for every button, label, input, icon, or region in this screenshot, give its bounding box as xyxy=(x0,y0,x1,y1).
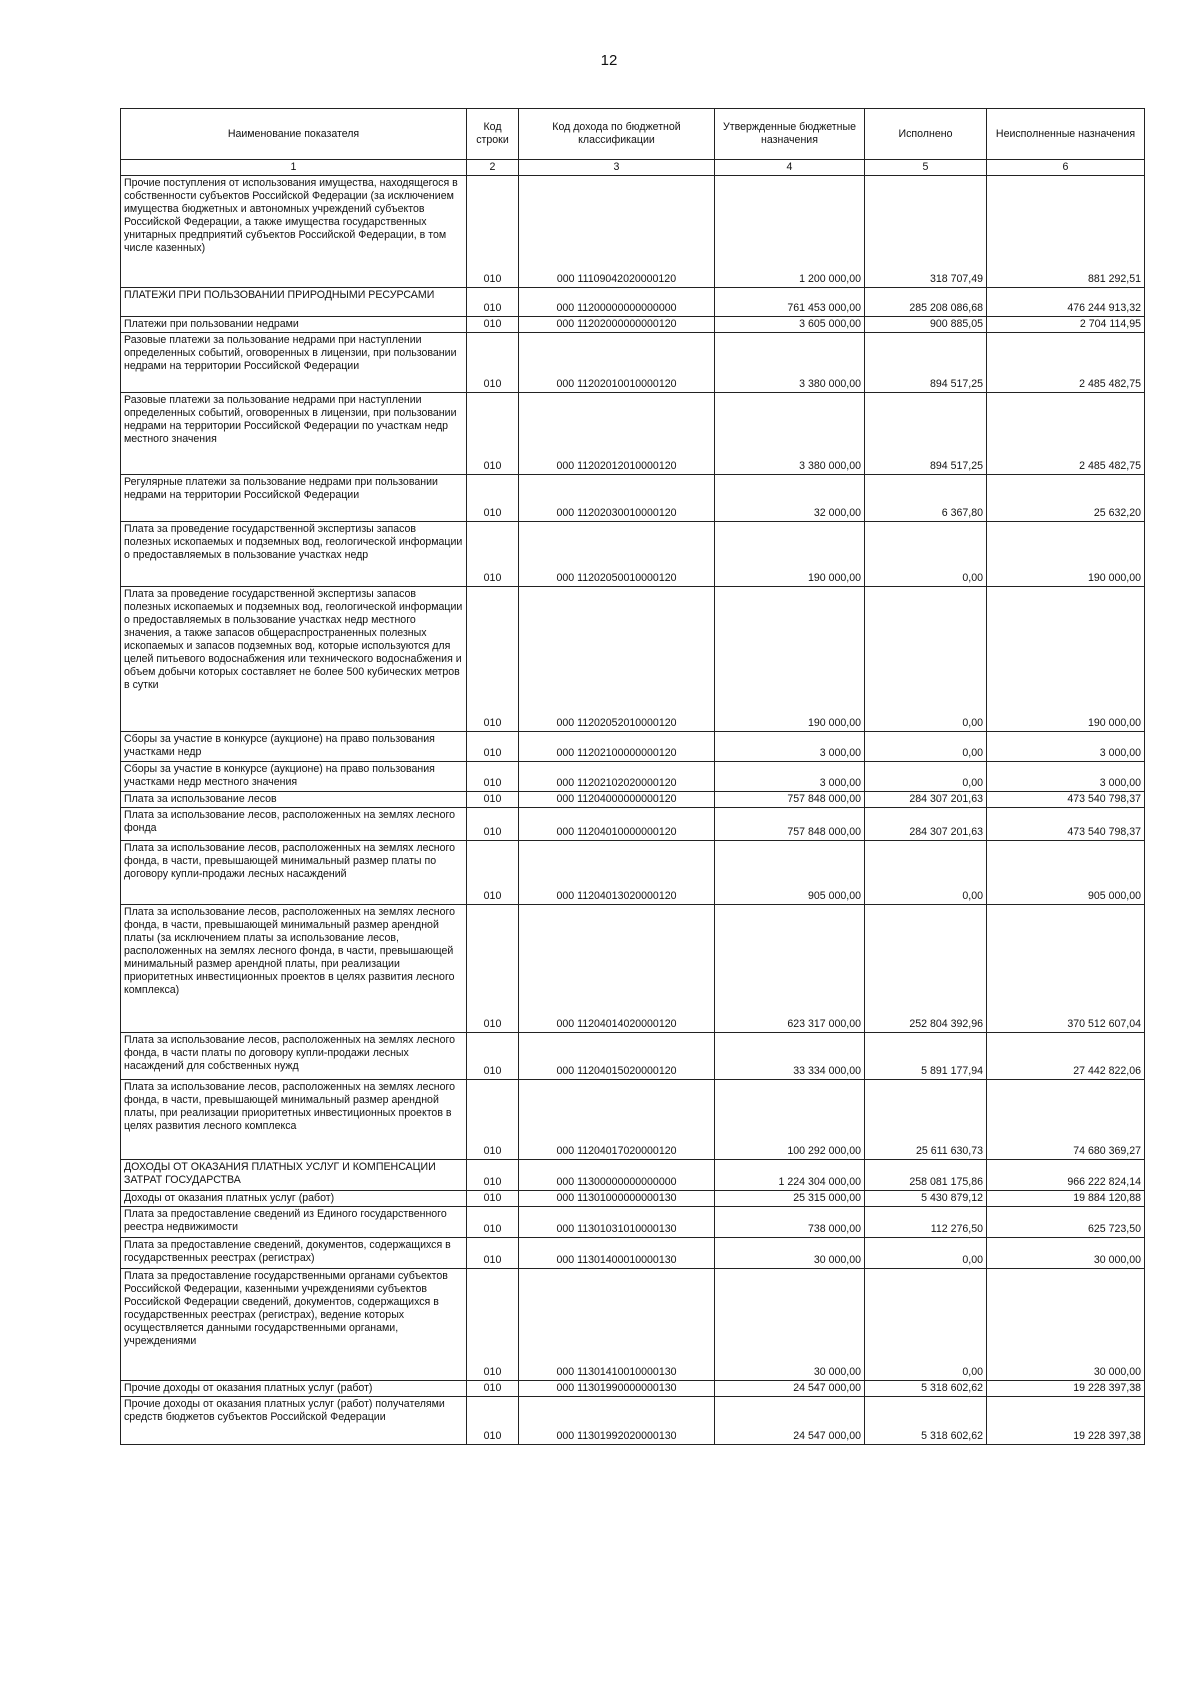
indicator-name: Плата за использование лесов, расположенных на землях лесного фонда, в части, превышающей минимальный размер арендной платы (за исключением платы за использование лесов, расположенных на землях лесного фонда, в части, превышающей минимальный размер арендной платы, при реализации приоритетных инвестиционных проектов в целях развития лесного комплекса) xyxy=(121,905,467,1033)
line-code: 010 xyxy=(467,762,519,792)
column-number-row xyxy=(121,160,1145,176)
budget-code: 000 11204000000000120 xyxy=(519,792,715,808)
budget-code: 000 11204015020000120 xyxy=(519,1033,715,1080)
approved-value: 3 380 000,00 xyxy=(715,333,865,393)
executed-value: 894 517,25 xyxy=(865,393,987,475)
budget-code: 000 11202030010000120 xyxy=(519,475,715,522)
line-code: 010 xyxy=(467,841,519,905)
executed-value: 0,00 xyxy=(865,841,987,905)
indicator-name: Плата за предоставление сведений из Единого государственного реестра недвижимости xyxy=(121,1207,467,1238)
indicator-name: Платежи при пользовании недрами xyxy=(121,317,467,333)
approved-value: 1 200 000,00 xyxy=(715,176,865,288)
unexecuted-value: 476 244 913,32 xyxy=(987,288,1145,317)
approved-value: 623 317 000,00 xyxy=(715,905,865,1033)
line-code: 010 xyxy=(467,333,519,393)
budget-code: 000 11204014020000120 xyxy=(519,905,715,1033)
unexecuted-value: 74 680 369,27 xyxy=(987,1080,1145,1160)
unexecuted-value: 2 485 482,75 xyxy=(987,393,1145,475)
table-row xyxy=(121,176,1145,288)
indicator-name: Разовые платежи за пользование недрами при наступлении определенных событий, оговоренных в лицензии, при пользовании недрами на территории Российской Федерации по участкам недр местного значения xyxy=(121,393,467,475)
executed-value: 0,00 xyxy=(865,522,987,587)
column-number: 3 xyxy=(519,160,715,176)
budget-code: 000 11202102020000120 xyxy=(519,762,715,792)
approved-value: 190 000,00 xyxy=(715,587,865,732)
unexecuted-value: 473 540 798,37 xyxy=(987,808,1145,841)
budget-code: 000 11301992020000130 xyxy=(519,1397,715,1445)
indicator-name: Плата за проведение государственной экспертизы запасов полезных ископаемых и подземных вод, геологической информации о предоставляемых в пользование участках недр местного значения, а также запасов общераспространенных полезных ископаемых и запасов подземных вод, которые используются для целей питьевого водоснабжения или технического водоснабжения и объем добычи которых составляет не более 500 кубических метров в сутки xyxy=(121,587,467,732)
budget-code: 000 11200000000000000 xyxy=(519,288,715,317)
executed-value: 252 804 392,96 xyxy=(865,905,987,1033)
approved-value: 757 848 000,00 xyxy=(715,792,865,808)
indicator-name: Плата за проведение государственной экспертизы запасов полезных ископаемых и подземных вод, геологической информации о предоставляемых в пользование участках недр xyxy=(121,522,467,587)
column-number: 2 xyxy=(467,160,519,176)
unexecuted-value: 190 000,00 xyxy=(987,587,1145,732)
header-row xyxy=(121,109,1145,160)
indicator-name: Плата за использование лесов, расположенных на землях лесного фонда, в части платы по договору купли-продажи лесных насаждений для собственных нужд xyxy=(121,1033,467,1080)
table-row xyxy=(121,1191,1145,1207)
unexecuted-value: 2 704 114,95 xyxy=(987,317,1145,333)
line-code: 010 xyxy=(467,1033,519,1080)
line-code: 010 xyxy=(467,1207,519,1238)
header-line-code: Код строки xyxy=(467,109,519,160)
indicator-name: Прочие доходы от оказания платных услуг (работ) xyxy=(121,1381,467,1397)
unexecuted-value: 30 000,00 xyxy=(987,1238,1145,1269)
line-code: 010 xyxy=(467,732,519,762)
table-row xyxy=(121,317,1145,333)
budget-code: 000 11301000000000130 xyxy=(519,1191,715,1207)
column-number: 1 xyxy=(121,160,467,176)
budget-code: 000 11109042020000120 xyxy=(519,176,715,288)
indicator-name: Плата за использование лесов, расположенных на землях лесного фонда, в части, превышающей минимальный размер платы по договору купли-продажи лесных насаждений xyxy=(121,841,467,905)
approved-value: 24 547 000,00 xyxy=(715,1381,865,1397)
unexecuted-value: 2 485 482,75 xyxy=(987,333,1145,393)
approved-value: 3 000,00 xyxy=(715,762,865,792)
column-number: 5 xyxy=(865,160,987,176)
table-row xyxy=(121,1080,1145,1160)
line-code: 010 xyxy=(467,905,519,1033)
approved-value: 905 000,00 xyxy=(715,841,865,905)
table-row xyxy=(121,732,1145,762)
line-code: 010 xyxy=(467,317,519,333)
executed-value: 894 517,25 xyxy=(865,333,987,393)
approved-value: 3 000,00 xyxy=(715,732,865,762)
header-approved: Утвержденные бюджетные назначения xyxy=(715,109,865,160)
unexecuted-value: 473 540 798,37 xyxy=(987,792,1145,808)
executed-value: 0,00 xyxy=(865,587,987,732)
budget-code: 000 11202010010000120 xyxy=(519,333,715,393)
approved-value: 3 380 000,00 xyxy=(715,393,865,475)
table-row xyxy=(121,792,1145,808)
header-executed: Исполнено xyxy=(865,109,987,160)
unexecuted-value: 625 723,50 xyxy=(987,1207,1145,1238)
unexecuted-value: 190 000,00 xyxy=(987,522,1145,587)
table-row xyxy=(121,905,1145,1033)
executed-value: 6 367,80 xyxy=(865,475,987,522)
line-code: 010 xyxy=(467,1397,519,1445)
line-code: 010 xyxy=(467,1080,519,1160)
approved-value: 32 000,00 xyxy=(715,475,865,522)
budget-code: 000 11202052010000120 xyxy=(519,587,715,732)
indicator-name: Плата за использование лесов, расположенных на землях лесного фонда, в части, превышающей минимальный размер арендной платы, при реализации приоритетных инвестиционных проектов в целях развития лесного комплекса xyxy=(121,1080,467,1160)
budget-code: 000 11204013020000120 xyxy=(519,841,715,905)
executed-value: 318 707,49 xyxy=(865,176,987,288)
line-code: 010 xyxy=(467,1238,519,1269)
header-budget-code: Код дохода по бюджетной классификации xyxy=(519,109,715,160)
unexecuted-value: 881 292,51 xyxy=(987,176,1145,288)
unexecuted-value: 3 000,00 xyxy=(987,732,1145,762)
approved-value: 25 315 000,00 xyxy=(715,1191,865,1207)
budget-code: 000 11301410010000130 xyxy=(519,1269,715,1381)
budget-code: 000 11301031010000130 xyxy=(519,1207,715,1238)
line-code: 010 xyxy=(467,1160,519,1191)
approved-value: 190 000,00 xyxy=(715,522,865,587)
line-code: 010 xyxy=(467,288,519,317)
indicator-name: Плата за предоставление государственными органами субъектов Российской Федерации, казенными учреждениями субъектов Российской Федерации сведений, документов, содержащихся в государственных реестрах (регистрах), ведение которых осуществляется данными государственными органами, учреждениями xyxy=(121,1269,467,1381)
table-row xyxy=(121,475,1145,522)
unexecuted-value: 3 000,00 xyxy=(987,762,1145,792)
executed-value: 5 318 602,62 xyxy=(865,1381,987,1397)
table-row xyxy=(121,1033,1145,1080)
line-code: 010 xyxy=(467,1269,519,1381)
executed-value: 0,00 xyxy=(865,732,987,762)
executed-value: 284 307 201,63 xyxy=(865,808,987,841)
executed-value: 258 081 175,86 xyxy=(865,1160,987,1191)
budget-code: 000 11202100000000120 xyxy=(519,732,715,762)
table-row xyxy=(121,762,1145,792)
executed-value: 112 276,50 xyxy=(865,1207,987,1238)
line-code: 010 xyxy=(467,475,519,522)
indicator-name: Сборы за участие в конкурсе (аукционе) на право пользования участками недр местного значения xyxy=(121,762,467,792)
approved-value: 757 848 000,00 xyxy=(715,808,865,841)
indicator-name: Разовые платежи за пользование недрами при наступлении определенных событий, оговоренных в лицензии, при пользовании недрами на территории Российской Федерации xyxy=(121,333,467,393)
line-code: 010 xyxy=(467,1381,519,1397)
table-row xyxy=(121,522,1145,587)
budget-code: 000 11204010000000120 xyxy=(519,808,715,841)
table-row xyxy=(121,1238,1145,1269)
approved-value: 761 453 000,00 xyxy=(715,288,865,317)
budget-code: 000 11202000000000120 xyxy=(519,317,715,333)
table-row xyxy=(121,808,1145,841)
table-row xyxy=(121,1160,1145,1191)
unexecuted-value: 905 000,00 xyxy=(987,841,1145,905)
unexecuted-value: 25 632,20 xyxy=(987,475,1145,522)
line-code: 010 xyxy=(467,176,519,288)
table-row xyxy=(121,1269,1145,1381)
unexecuted-value: 19 228 397,38 xyxy=(987,1381,1145,1397)
approved-value: 1 224 304 000,00 xyxy=(715,1160,865,1191)
indicator-name: Прочие доходы от оказания платных услуг (работ) получателями средств бюджетов субъектов Российской Федерации xyxy=(121,1397,467,1445)
executed-value: 5 891 177,94 xyxy=(865,1033,987,1080)
executed-value: 5 318 602,62 xyxy=(865,1397,987,1445)
header-indicator-name: Наименование показателя xyxy=(121,109,467,160)
executed-value: 5 430 879,12 xyxy=(865,1191,987,1207)
indicator-name: Прочие поступления от использования имущества, находящегося в собственности субъектов Российской Федерации (за исключением имущества бюджетных и автономных учреждений субъектов Российской Федерации, а также имущества государственных унитарных предприятий субъектов Российской Федерации, в том числе казенных) xyxy=(121,176,467,288)
indicator-name: ПЛАТЕЖИ ПРИ ПОЛЬЗОВАНИИ ПРИРОДНЫМИ РЕСУРСАМИ xyxy=(121,288,467,317)
budget-code: 000 11202012010000120 xyxy=(519,393,715,475)
table-row xyxy=(121,841,1145,905)
table-row xyxy=(121,333,1145,393)
approved-value: 30 000,00 xyxy=(715,1269,865,1381)
table-row xyxy=(121,288,1145,317)
page-number: 12 xyxy=(600,52,618,69)
approved-value: 30 000,00 xyxy=(715,1238,865,1269)
unexecuted-value: 30 000,00 xyxy=(987,1269,1145,1381)
line-code: 010 xyxy=(467,587,519,732)
line-code: 010 xyxy=(467,808,519,841)
header-unexecuted: Неисполненные назначения xyxy=(987,109,1145,160)
unexecuted-value: 19 884 120,88 xyxy=(987,1191,1145,1207)
income-report-table xyxy=(120,108,1145,1445)
line-code: 010 xyxy=(467,393,519,475)
table-row xyxy=(121,1381,1145,1397)
unexecuted-value: 966 222 824,14 xyxy=(987,1160,1145,1191)
executed-value: 285 208 086,68 xyxy=(865,288,987,317)
approved-value: 24 547 000,00 xyxy=(715,1397,865,1445)
table-row xyxy=(121,587,1145,732)
executed-value: 900 885,05 xyxy=(865,317,987,333)
indicator-name: Плата за предоставление сведений, документов, содержащихся в государственных реестрах (регистрах) xyxy=(121,1238,467,1269)
indicator-name: Доходы от оказания платных услуг (работ) xyxy=(121,1191,467,1207)
approved-value: 100 292 000,00 xyxy=(715,1080,865,1160)
executed-value: 0,00 xyxy=(865,762,987,792)
approved-value: 738 000,00 xyxy=(715,1207,865,1238)
executed-value: 0,00 xyxy=(865,1238,987,1269)
column-number: 6 xyxy=(987,160,1145,176)
approved-value: 3 605 000,00 xyxy=(715,317,865,333)
budget-code: 000 11301400010000130 xyxy=(519,1238,715,1269)
budget-code: 000 11204017020000120 xyxy=(519,1080,715,1160)
line-code: 010 xyxy=(467,1191,519,1207)
line-code: 010 xyxy=(467,792,519,808)
unexecuted-value: 27 442 822,06 xyxy=(987,1033,1145,1080)
budget-code: 000 11300000000000000 xyxy=(519,1160,715,1191)
budget-code: 000 11301990000000130 xyxy=(519,1381,715,1397)
executed-value: 284 307 201,63 xyxy=(865,792,987,808)
executed-value: 0,00 xyxy=(865,1269,987,1381)
table-row xyxy=(121,393,1145,475)
budget-code: 000 11202050010000120 xyxy=(519,522,715,587)
indicator-name: Регулярные платежи за пользование недрами при пользовании недрами на территории Российской Федерации xyxy=(121,475,467,522)
unexecuted-value: 19 228 397,38 xyxy=(987,1397,1145,1445)
line-code: 010 xyxy=(467,522,519,587)
indicator-name: Плата за использование лесов, расположенных на землях лесного фонда xyxy=(121,808,467,841)
table-row xyxy=(121,1397,1145,1445)
unexecuted-value: 370 512 607,04 xyxy=(987,905,1145,1033)
executed-value: 25 611 630,73 xyxy=(865,1080,987,1160)
indicator-name: Плата за использование лесов xyxy=(121,792,467,808)
indicator-name: Сборы за участие в конкурсе (аукционе) на право пользования участками недр xyxy=(121,732,467,762)
table-row xyxy=(121,1207,1145,1238)
approved-value: 33 334 000,00 xyxy=(715,1033,865,1080)
indicator-name: ДОХОДЫ ОТ ОКАЗАНИЯ ПЛАТНЫХ УСЛУГ И КОМПЕНСАЦИИ ЗАТРАТ ГОСУДАРСТВА xyxy=(121,1160,467,1191)
column-number: 4 xyxy=(715,160,865,176)
